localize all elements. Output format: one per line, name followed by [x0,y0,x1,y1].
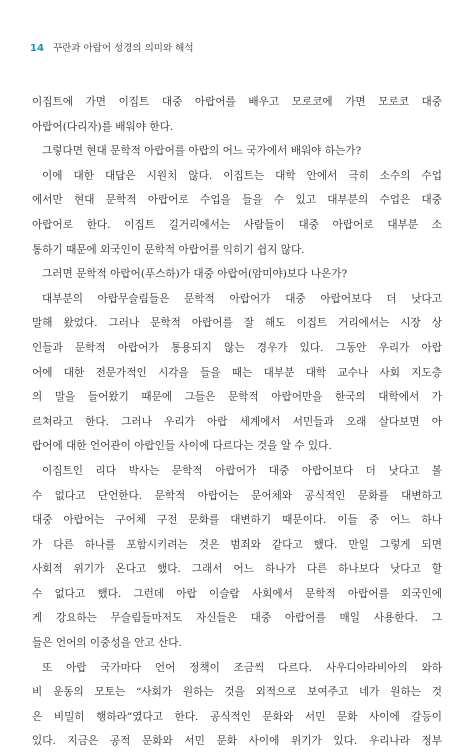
text-line: 대중 아랍어는 구어체 구전 문화를 대변하기 때문이다. 이들 중 어느 하나 [32,514,442,527]
page-number: 14 [30,43,44,54]
text-line: 대부분의 아랍무슬림들은 문학적 아랍어가 대중 아랍어보다 더 낫다고 [42,292,442,305]
text-line: 아랍어(다리자)를 배워야 한다. [32,120,174,133]
text-line: 가 다른 하나를 포함시키려는 것은 범죄와 같다고 했다. 만일 그렇게 되면 [32,538,442,551]
text-line: 이에 대한 대답은 시원치 않다. 이집트는 대학 안에서 극히 소수의 수업 [42,169,442,182]
text-line: 사회적 위기가 온다고 했다. 그래서 어느 하나가 다른 하나보다 낫다고 할 [32,563,442,576]
running-header [30,40,194,54]
text-line: 통하기 때문에 외국인이 문학적 아랍어를 익히기 쉽지 않다. [32,243,305,256]
text-line: 인들과 문학적 아랍어가 통용되지 않는 경우가 있다. 그동안 우리가 아랍 [32,341,442,354]
text-line: 그러면 문학적 아랍어(푸스하)가 대중 아랍어(암미야)보다 나은가? [42,268,348,281]
text-line: 수 없다고 했다. 그런데 아랍 이슬람 사회에서 문학적 아랍어를 외국인에 [32,587,442,600]
text-line: 아랍어로 한다. 이집트 길거리에서는 사람들이 대중 아랍어로 대부분 소 [32,218,442,231]
text-line: 게 강요하는 무슬림들마저도 자신들은 대중 아랍어를 매일 사용한다. 그 [32,612,442,625]
text-line: 수 없다고 단언한다. 문학적 아랍어는 문어체와 공식적인 문화를 대변하고 [32,489,442,502]
text-line: 르쳐라고 한다. 그러나 우리가 아랍 세계에서 서민들과 오래 살다보면 아 [32,415,442,428]
text-line: 이집트인 리다 박사는 문학적 아랍어가 대중 아랍어보다 더 낫다고 볼 [42,464,442,477]
running-title: 꾸란과 아랍어 성경의 의미와 해석 [52,43,194,54]
text-line: 말해 왔었다. 그러나 문학적 아랍어를 잘 해도 이집트 거리에서는 시장 상 [32,317,442,330]
text-line: 의 말을 들어왔기 때문에 그들은 문학적 아랍어만을 한국의 대학에서 가 [32,391,442,404]
text-line: 들은 언어의 이중성을 안고 산다. [32,637,182,650]
text-line: 그렇다면 현대 문학적 아랍어를 아랍의 어느 국가에서 배워야 하는가? [42,145,362,158]
body-text [32,90,442,754]
text-line: 어에 대한 전문가적인 시각을 들을 때는 대부분 대학 교수나 사회 지도층 [32,366,442,379]
text-line: 에서만 현대 문학적 아랍어로 수업을 들을 수 있고 대부분의 수업은 대중 [32,194,442,207]
text-line: 은 비밀히 행하라”였다고 한다. 공식적인 문화와 서민 문화 사이에 갈등이 [32,710,442,723]
text-line: 랍어에 대한 언어관이 아랍인들 사이에 다르다는 것을 알 수 있다. [32,440,332,453]
text-line: 또 아랍 국가마다 언어 정책이 조금씩 다르다. 사우디아라비아의 와하 [42,661,442,674]
text-line: 이집트에 가면 이집트 대중 아랍어를 배우고 모로코에 가면 모로코 대중 [32,96,442,108]
text-line: 있다. 지금은 공적 문화와 서민 문화 사이에 위기가 있다. 우리나라 정부 [32,735,442,748]
text-line: 비 운동의 모토는 “사회가 원하는 것을 외적으로 보여주고 네가 원하는 것 [32,686,442,699]
